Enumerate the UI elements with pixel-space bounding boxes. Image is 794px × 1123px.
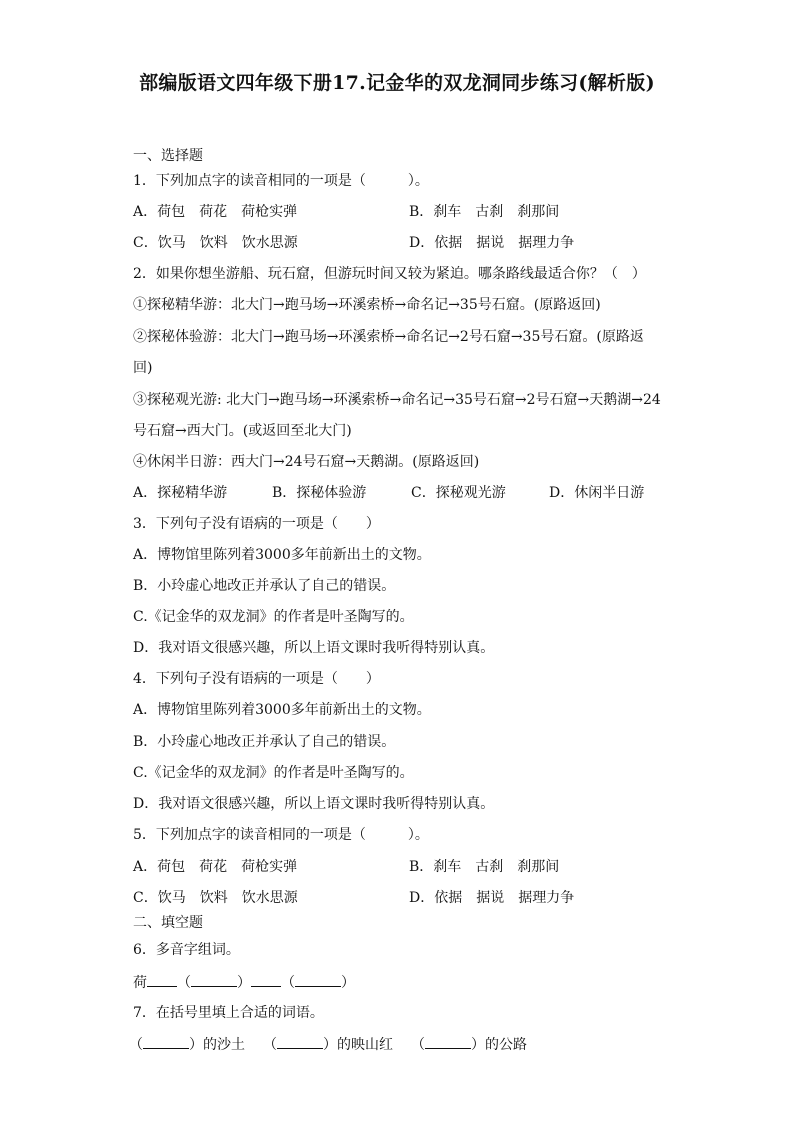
paren-open: （ (263, 1037, 277, 1053)
question-6-stem: 6．多音字组词。 (133, 942, 240, 958)
question-5-option-b: B．刹车 古刹 刹那间 (409, 859, 560, 875)
question-1-option-a: A．荷包 荷花 荷枪实弹 (133, 204, 298, 220)
question-7-stem: 7．在括号里填上合适的词语。 (133, 1005, 324, 1021)
question-1-option-c: C．饮马 饮料 饮水思源 (133, 235, 298, 251)
question-2-route-1: ①探秘精华游：北大门→跑马场→环溪索桥→命名记→35号石窟。(原路返回) (133, 297, 601, 313)
question-7-blank-1[interactable] (143, 1034, 189, 1049)
paren-close: ） (189, 1037, 203, 1053)
question-7-word-3: 的公路 (485, 1037, 527, 1053)
section-heading-choice: 一、选择题 (133, 148, 203, 164)
paren-open: （ (281, 975, 295, 991)
question-2-route-2: ②探秘体验游：北大门→跑马场→环溪索桥→命名记→2号石窟→35号石窟。(原路返 (133, 329, 644, 345)
question-6-blank-1[interactable] (147, 972, 177, 987)
question-4-stem: 4．下列句子没有语病的一项是（ ） (133, 671, 380, 687)
question-3-option-b: B．小玲虚心地改正并承认了自己的错误。 (133, 578, 396, 594)
question-1-stem: 1．下列加点字的读音相同的一项是（ ）。 (133, 173, 429, 189)
paren-open: （ (411, 1037, 425, 1053)
question-6-blank-3[interactable] (251, 972, 281, 987)
question-5-option-a: A．荷包 荷花 荷枪实弹 (133, 859, 298, 875)
paren-open: （ (129, 1037, 143, 1053)
question-2-route-2-cont: 回) (133, 360, 153, 376)
paren-close: ） (323, 1037, 337, 1053)
question-4-option-d: D．我对语文很感兴趣，所以上语文课时我听得特别认真。 (133, 796, 495, 812)
question-6-blank-4[interactable] (295, 972, 341, 987)
question-4-option-a: A．博物馆里陈列着3000多年前新出土的文物。 (133, 702, 431, 718)
question-7-word-2: 的映山红 (337, 1037, 393, 1053)
question-5-stem: 5．下列加点字的读音相同的一项是（ ）。 (133, 827, 429, 843)
question-2-stem: 2．如果你想坐游船、玩石窟，但游玩时间又较为紧迫。哪条路线最适合你？（ ） (133, 266, 646, 282)
question-5-option-d: D．依据 据说 据理力争 (409, 890, 575, 906)
question-4-option-b: B．小玲虚心地改正并承认了自己的错误。 (133, 734, 396, 750)
question-3-stem: 3．下列句子没有语病的一项是（ ） (133, 516, 380, 532)
question-1-option-b: B．刹车 古刹 刹那间 (409, 204, 560, 220)
question-7-blank-2[interactable] (277, 1034, 323, 1049)
question-6-char: 荷 (133, 975, 147, 991)
question-2-route-4: ④休闲半日游：西大门→24号石窟→天鹅湖。(原路返回) (133, 454, 480, 470)
question-2-route-3: ③探秘观光游: 北大门→跑马场→环溪索桥→命名记→35号石窟→2号石窟→天鹅湖→24 (133, 392, 661, 408)
question-4-option-c: C.《记金华的双龙洞》的作者是叶圣陶写的。 (133, 765, 414, 781)
question-7-blank-3[interactable] (425, 1034, 471, 1049)
question-2-route-3-cont: 号石窟→西大门。(或返回至北大门) (133, 423, 352, 439)
question-2-option-c: C．探秘观光游 (411, 485, 506, 501)
question-6-blank-2[interactable] (191, 972, 237, 987)
question-7-word-1: 的沙土 (203, 1037, 245, 1053)
question-2-option-b: B．探秘体验游 (272, 485, 367, 501)
question-5-option-c: C．饮马 饮料 饮水思源 (133, 890, 298, 906)
page-title: 部编版语文四年级下册17.记金华的双龙洞同步练习(解析版) (139, 72, 655, 94)
paren-close: ） (341, 975, 355, 991)
question-3-option-a: A．博物馆里陈列着3000多年前新出土的文物。 (133, 547, 431, 563)
question-1-option-d: D．依据 据说 据理力争 (409, 235, 575, 251)
paren-close: ） (471, 1037, 485, 1053)
question-2-option-d: D．休闲半日游 (549, 485, 645, 501)
question-3-option-d: D．我对语文很感兴趣，所以上语文课时我听得特别认真。 (133, 640, 495, 656)
question-2-option-a: A．探秘精华游 (133, 485, 228, 501)
question-7-answer-line (129, 1034, 527, 1055)
paren-close: ） (237, 975, 251, 991)
section-heading-fill: 二、填空题 (133, 915, 203, 931)
question-3-option-c: C.《记金华的双龙洞》的作者是叶圣陶写的。 (133, 609, 414, 625)
question-6-answer-line (133, 972, 355, 993)
paren-open: （ (177, 975, 191, 991)
